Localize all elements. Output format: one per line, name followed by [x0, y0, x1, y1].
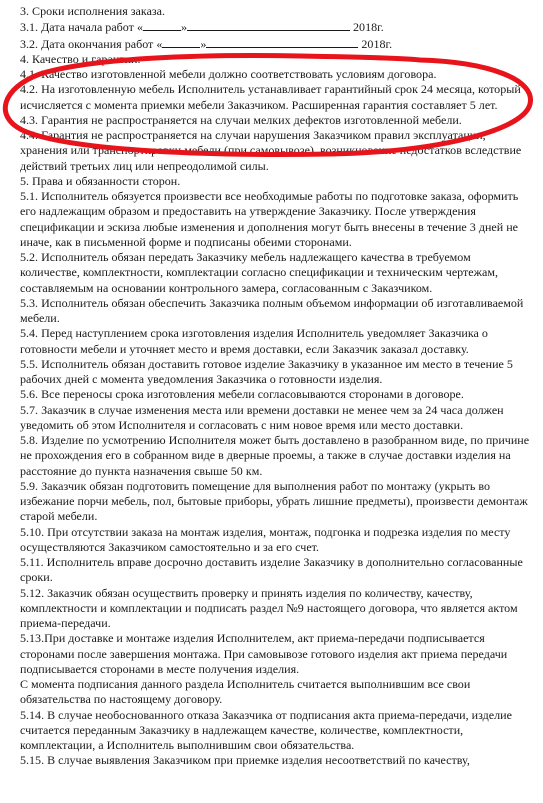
clause-5-10: 5.10. При отсутствии заказа на монтаж изделия, монтаж, подгонка и подрезка изделия по месту осуществляются Заказчиком самостоятельно и за его счет.	[20, 524, 511, 554]
month-blank	[206, 36, 358, 48]
clause-5-9: 5.9. Заказчик обязан подготовить помещение для выполнения работ по монтажу (укрыть во избежание порчи мебель, пол, бытовые приборы, убрать лишние предметы), произвести демонтаж старой мебели.	[20, 478, 528, 524]
day-blank	[162, 36, 200, 48]
clause-4-4: 4.4. Гарантия не распространяется на случаи нарушения Заказчиком правил эксплуатации, хранения или транспортировки мебели (при самовывозе), возникновение недостатков вследствие действий третьих лиц или непреодолимой силы.	[20, 128, 522, 173]
clause-5-1: 5.1. Исполнитель обязуется произвести все необходимые работы по подготовке заказа, оформить его надлежащим образом и предоставить на утверждение Заказчику. После утверждения спецификации и эскиза любые изменения и дополнения могут быть внесены в течение 3 дней не иначе, как в письменной форме и подписаны обеими сторонами.	[20, 189, 519, 249]
clause-5-2: 5.2. Исполнитель обязан передать Заказчику мебель надлежащего качества в требуемом количестве, комплектности, комплектации согласно спецификации и техническим чертежам, составляемым на основании контрольного замера, согласованным с Заказчиком.	[20, 250, 498, 295]
clause-5-4: 5.4. Перед наступлением срока изготовления изделия Исполнитель уведомляет Заказчика о готовности мебели и уточняет место и время доставки, если Заказчик заказал доставку.	[20, 326, 488, 356]
clause-5-11: 5.11. Исполнитель вправе досрочно доставить изделие Заказчику в дополнительно согласованные сроки.	[20, 555, 523, 585]
clause-5-3: 5.3. Исполнитель обязан обеспечить Заказчика полным объемом информации об изготавливаемой мебели.	[20, 295, 524, 325]
clause-5-5: 5.5. Исполнитель обязан доставить готовое изделие Заказчику в указанное им место в течение 5 рабочих дней с момента уведомления Заказчика о готовности изделия.	[20, 356, 513, 386]
clause-5-12: 5.12. Заказчик обязан осуществить проверку и принять изделия по количеству, качеству, комплектности и комплектации и подписать раздел №9 настоящего договора, что является актом приема-передачи.	[20, 585, 518, 630]
end-date-line: 3.2. Дата окончания работ « » 2018г.	[20, 36, 393, 51]
clause-5-8: 5.8. Изделие по усмотрению Исполнителя может быть доставлено в разобранном виде, по причине не прохождения его в собранном виде в дверные проемы, а также в случае доставки изделия на расстояние до пункта назначения свыше 50 км.	[20, 433, 530, 478]
clause-5-13-continued: С момента подписания данного раздела Исполнитель считается выполнившим все свои обязательства по настоящему договору.	[20, 677, 471, 707]
clause-5-14: 5.14. В случае необоснованного отказа Заказчика от подписания акта приема-передачи, изделие считается переданным Заказчику в надлежащем качестве, количестве, комплектности, комплектации, а Исполнитель выполнившим свои обязательства.	[20, 707, 512, 752]
month-blank	[187, 19, 350, 31]
clause-4-2: 4.2. На изготовленную мебель Исполнитель устанавливает гарантийный срок 24 месяца, который исчисляется с момента приемки мебели Заказчиком. Расширенная гарантия составляет 5 лет.	[20, 82, 521, 112]
clause-5-13: 5.13.При доставке и монтаже изделия Исполнителем, акт приема-передачи подписывается сторонами после завершения монтажа. При самовывозе готового изделия акт приема передачи подписывается сторонами в месте получения изделия.	[20, 631, 508, 676]
start-date-line: 3.1. Дата начала работ « » 2018г.	[20, 20, 384, 35]
section-title-terms: 3. Сроки исполнения заказа.	[20, 4, 166, 18]
contract-text	[20, 4, 532, 769]
clause-4-1: 4.1. Качество изготовленной мебели должно соответствовать условиям договора.	[20, 67, 437, 81]
clause-5-6: 5.6. Все переносы срока изготовления мебели согласовываются сторонами в договоре.	[20, 387, 464, 402]
section-title-rights: 5. Права и обязанности сторон.	[20, 173, 181, 188]
section-title-quality: 4. Качество и гарантии.	[20, 51, 141, 66]
clause-5-7: 5.7. Заказчик в случае изменения места или времени доставки не менее чем за 24 часа должен уведомить об этом Исполнителя и согласовать с ним новое время или место доставки.	[20, 402, 504, 432]
day-blank	[143, 19, 181, 31]
clause-4-3: 4.3. Гарантия не распространяется на случаи мелких дефектов изготовленной мебели.	[20, 112, 462, 127]
clause-5-15: 5.15. В случае выявления Заказчиком при приемке изделия несоответствий по качеству,	[20, 753, 470, 768]
